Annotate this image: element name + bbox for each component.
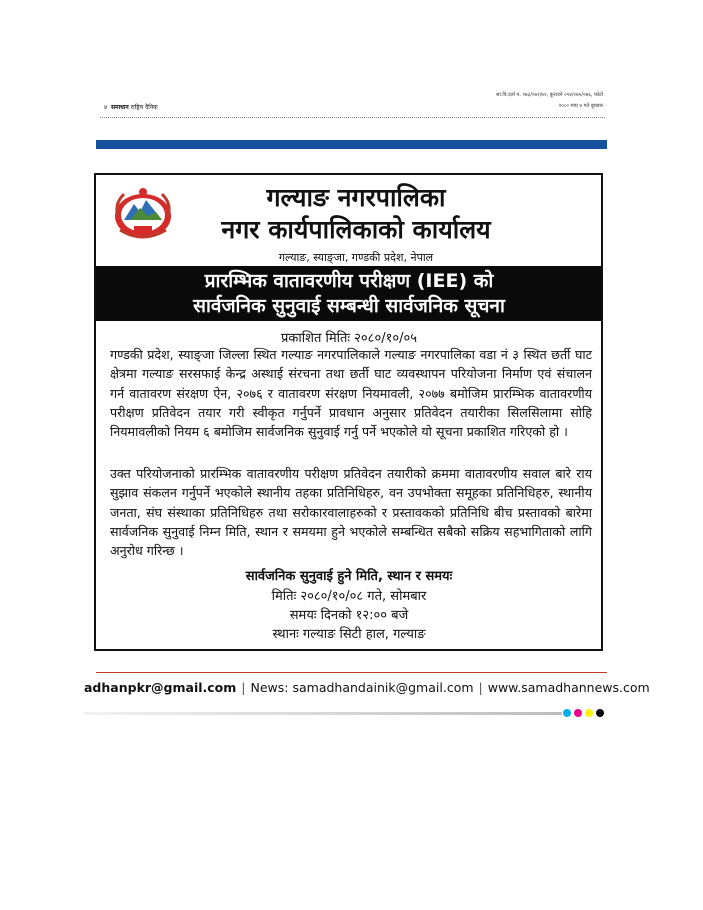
footer-separator: | xyxy=(241,680,246,695)
page-number: ४ xyxy=(104,104,108,111)
black-dot-icon xyxy=(596,709,604,717)
blue-banner-bar xyxy=(96,140,607,149)
magenta-dot-icon xyxy=(574,709,582,717)
office-name: नगर कार्यपालिकाको कार्यालय xyxy=(221,215,491,244)
cyan-dot-icon xyxy=(563,709,571,717)
footer-separator: | xyxy=(478,680,483,695)
header-divider xyxy=(100,117,605,118)
nepal-emblem-icon xyxy=(110,186,176,242)
website-link[interactable]: www.samadhannews.com xyxy=(487,680,650,695)
hearing-time: समयः दिनको १२:०० बजे xyxy=(289,608,409,623)
contact-email[interactable]: adhanpkr@gmail.com xyxy=(84,680,237,695)
hearing-place: स्थानः गल्याङ सिटी हाल, गल्याङ xyxy=(272,627,426,642)
notice-title-line2: सार्वजनिक सुनुवाई सम्बन्धी सार्वजनिक सूचना xyxy=(193,295,505,317)
page-header-left xyxy=(104,103,158,111)
paper-tagline: राष्ट्रिय दैनिक xyxy=(130,104,158,111)
municipality-name: गल्याङ नगरपालिका xyxy=(266,183,446,212)
yellow-dot-icon xyxy=(585,709,593,717)
footer-gradient-line xyxy=(84,712,562,715)
registration-info: सा.वि.दर्ता नं. १७३/०७१/७२, कुराउने ०९४/०७५/०७६, फोटो xyxy=(496,92,603,98)
cmyk-registration-icon xyxy=(563,709,607,719)
notice-paragraph-2: उक्त परियोजनाको प्रारम्भिक वातावरणीय परीक्षण प्रतिवेदन तयारीको क्रममा वातावरणीय सवाल बारे राय सुझाव संकलन गर्नुपर्ने भएकोले स्थानीय तहका प्रतिनिधिहरु, वन उपभोक्ता समूहका प्रतिनिधिहरु, स्थानीय जनता, संघ संस्थाका प्रतिनिधिहरु तथा सरोकारवालाहरुको र प्रस्तावकको प्रतिनिधि बीच प्रस्तावको बारेमा सार्वजनिक सुनुवाई निम्न मिति, स्थान र समयमा हुने भएकोले सम्बन्धित सबैको सक्रिय सहभागिताको लागि अनुरोध गरिन्छ । xyxy=(110,466,592,559)
office-address: गल्याङ, स्याङ्जा, गण्डकी प्रदेश, नेपाल xyxy=(278,251,434,264)
issue-date: २०८० माघ ४ गते बुधबार xyxy=(558,103,603,109)
paper-name: समाधान xyxy=(110,104,129,111)
notice-paragraph-1: गण्डकी प्रदेश, स्याङ्जा जिल्ला स्थित गल्याङ नगरपालिकाले गल्याङ नगरपालिका वडा नं ३ स्थित छर्ती घाट क्षेत्रमा गल्याङ सरसफाई केन्द्र अस्थाई संरचना तथा छर्ती घाट व्यवस्थापन परियोजना निर्माण एवं संचालन गर्न वातावरण संरक्षण ऐन, २०७६ र वातावरण संरक्षण नियमावली, २०७७ बमोजिम प्रारम्भिक वातावरणीय परीक्षण प्रतिवेदन तयार गरी स्वीकृत गर्नुपर्ने प्रावधान अनुसार प्रतिवेदन तयारीका सिलसिलामा सोहि नियमावलीको नियम ६ बमोजिम सार्वजनिक सुनुवाई गर्नु पर्ने भएकोले यो सूचना प्रकाशित गरिएको हो । xyxy=(110,347,592,440)
footer-rule xyxy=(96,672,607,673)
published-date: प्रकाशित मितिः २०८०/१०/०५ xyxy=(280,331,417,346)
news-email[interactable]: News: samadhandainik@gmail.com xyxy=(250,680,474,695)
footer-contacts xyxy=(84,680,650,695)
hearing-date: मितिः २०८०/१०/०८ गते, सोमबार xyxy=(271,589,427,604)
notice-title-line1: प्रारम्भिक वातावरणीय परीक्षण (IEE) को xyxy=(204,270,494,292)
hearing-heading: सार्वजनिक सुनुवाई हुने मिति, स्थान र समयः xyxy=(245,569,453,584)
